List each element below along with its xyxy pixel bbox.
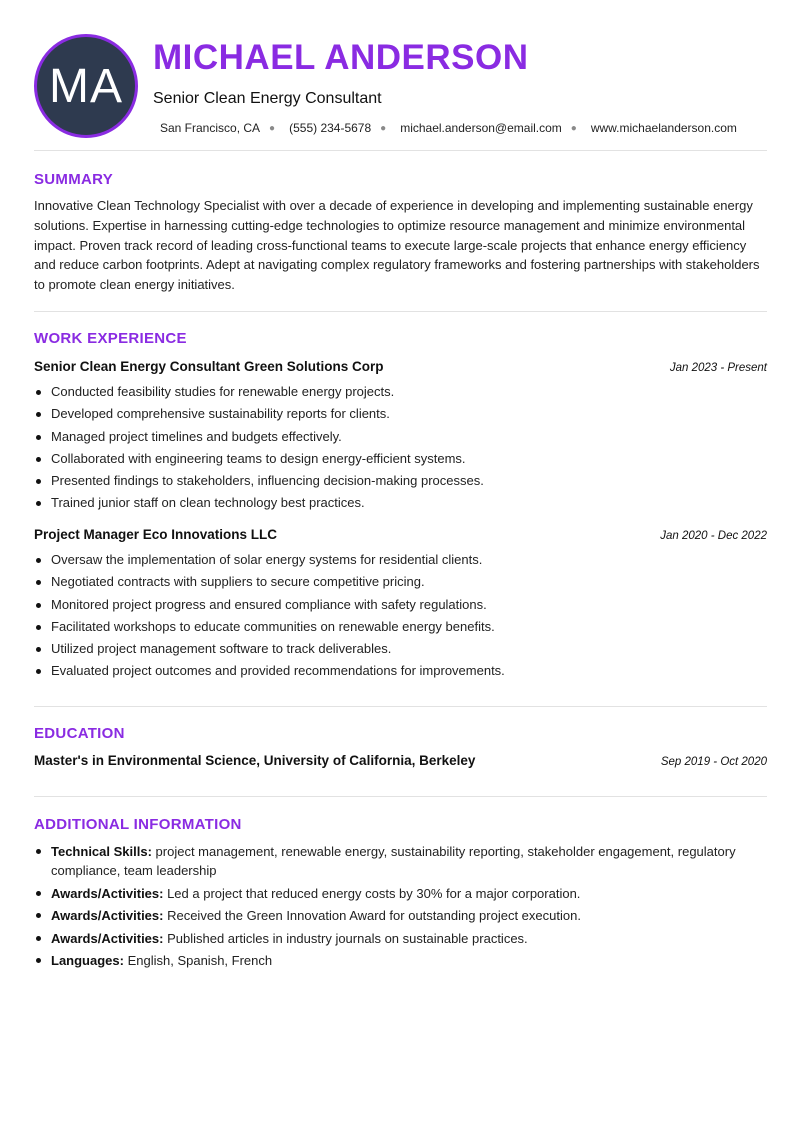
divider	[34, 796, 767, 797]
job-header	[34, 527, 767, 542]
education-entry	[34, 753, 767, 768]
info-text: Received the Green Innovation Award for outstanding project execution.	[163, 908, 581, 923]
info-label: Awards/Activities:	[51, 930, 164, 946]
list-item: Presented findings to stakeholders, influencing decision-making processes.	[34, 470, 767, 492]
job-role: Senior Clean Energy Consultant Green Solutions Corp	[34, 359, 384, 374]
divider	[34, 150, 767, 151]
summary-text: Innovative Clean Technology Specialist with over a decade of experience in developing and implementing sustainable energy solutions. Expertise in harnessing cutting-edge technologies to optimize resource management and minimize environmental impact. Proven track record of leading cross-functional teams to execute large-scale projects that enhance energy efficiency and reduce carbon footprints. Adept at navigating complex regulatory frameworks and fostering partnerships with stakeholders to promote clean energy initiatives.	[34, 198, 760, 293]
info-text: English, Spanish, French	[123, 953, 273, 968]
contact-location: San Francisco, CA	[160, 121, 261, 135]
job-bullets	[34, 549, 767, 683]
education-degree: Master's in Environmental Science, University of California, Berkeley	[34, 753, 476, 768]
contact-website[interactable]: www.michaelanderson.com	[590, 121, 737, 135]
contact-phone: (555) 234-5678	[289, 121, 372, 135]
job-header	[34, 359, 767, 374]
list-item: Evaluated project outcomes and provided recommendations for improvements.	[34, 660, 767, 682]
separator-dot-icon: ●	[269, 122, 276, 134]
list-item	[34, 951, 767, 970]
candidate-title: Senior Clean Energy Consultant	[153, 90, 382, 107]
list-item: Trained junior staff on clean technology best practices.	[34, 492, 767, 514]
job-role: Project Manager Eco Innovations LLC	[34, 527, 278, 542]
job-date: Jan 2020 - Dec 2022	[660, 530, 767, 542]
list-item: Facilitated workshops to educate communities on renewable energy benefits.	[34, 616, 767, 638]
additional-info-list	[34, 842, 767, 974]
section-title-education: EDUCATION	[34, 725, 125, 742]
section-title-additional-information: ADDITIONAL INFORMATION	[34, 816, 242, 833]
list-item	[34, 842, 767, 880]
list-item	[34, 906, 767, 925]
section-title-summary: SUMMARY	[34, 171, 114, 188]
avatar-initials: MA	[49, 59, 123, 113]
list-item: Monitored project progress and ensured compliance with safety regulations.	[34, 594, 767, 616]
list-item	[34, 884, 767, 903]
job-bullets	[34, 381, 767, 515]
info-label: Technical Skills:	[51, 844, 152, 859]
avatar	[34, 34, 138, 138]
list-item	[34, 929, 767, 948]
info-text: Published articles in industry journals on sustainable practices.	[163, 930, 528, 946]
divider	[34, 311, 767, 312]
list-item: Negotiated contracts with suppliers to secure competitive pricing.	[34, 571, 767, 593]
list-item: Oversaw the implementation of solar energy systems for residential clients.	[34, 549, 767, 571]
info-text: Led a project that reduced energy costs by 30% for a major corporation.	[163, 885, 581, 901]
list-item: Utilized project management software to track deliverables.	[34, 638, 767, 660]
candidate-name: MICHAEL ANDERSON	[153, 38, 529, 77]
separator-dot-icon: ●	[380, 122, 387, 134]
contact-bar	[160, 121, 737, 135]
education-date: Sep 2019 - Oct 2020	[660, 756, 767, 768]
list-item: Conducted feasibility studies for renewable energy projects.	[34, 381, 767, 403]
list-item: Collaborated with engineering teams to design energy-efficient systems.	[34, 448, 767, 470]
job-date: Jan 2023 - Present	[669, 362, 767, 374]
list-item: Managed project timelines and budgets effectively.	[34, 426, 767, 448]
section-title-work-experience: WORK EXPERIENCE	[34, 330, 187, 347]
info-label: Awards/Activities:	[51, 885, 164, 901]
contact-email[interactable]: michael.anderson@email.com	[400, 121, 562, 135]
info-text: project management, renewable energy, sustainability reporting, stakeholder engagement, regulatory compliance, team leadership	[51, 844, 736, 878]
list-item: Developed comprehensive sustainability reports for clients.	[34, 403, 767, 425]
divider	[34, 706, 767, 707]
separator-dot-icon: ●	[570, 122, 577, 134]
info-label: Languages:	[51, 953, 124, 968]
info-label: Awards/Activities:	[51, 908, 164, 923]
